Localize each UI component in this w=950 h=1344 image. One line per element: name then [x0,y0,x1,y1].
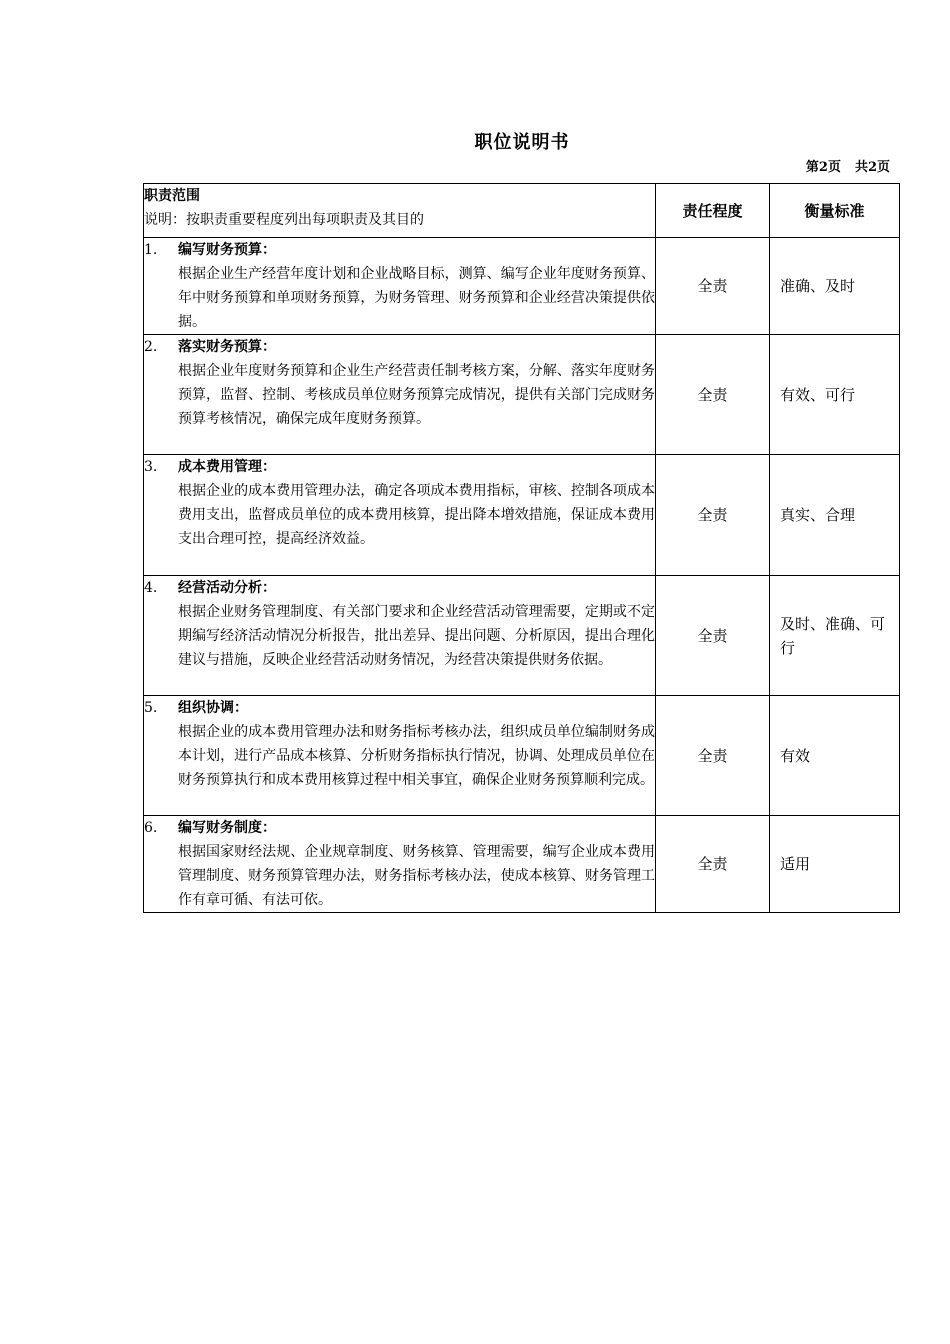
standard-cell: 有效、可行 [770,335,900,455]
duty-title: 成本费用管理： [178,459,276,475]
duty-cell [144,816,656,913]
duty-cell [144,335,656,455]
duty-description: 根据企业年度财务预算和企业生产经营责任制考核方案，分解、落实年度财务预算，监督、控制、考核成员单位财务预算完成情况，提供有关部门完成财务预算考核情况，确保完成年度财务预算。 [178,363,655,427]
duty-cell [144,696,656,816]
duty-number: 2. [144,339,158,355]
duty-table [143,183,900,913]
table-row [144,455,900,576]
duty-description: 根据国家财经法规、企业规章制度、财务核算、管理需要，编写企业成本费用管理制度、财务预算管理办法，财务指标考核办法，使成本核算、财务管理工作有章可循、有法可依。 [178,844,655,908]
page-current: 第2页 [805,160,841,175]
duty-title: 编写财务制度： [178,820,276,836]
standard-cell: 真实、合理 [770,455,900,576]
responsibility-header: 责任程度 [656,184,770,238]
duty-number: 3. [144,459,158,475]
table-row [144,816,900,913]
duty-description: 根据企业的成本费用管理办法和财务指标考核办法，组织成员单位编制财务成本计划，进行产品成本核算、分析财务指标执行情况，协调、处理成员单位在财务预算执行和成本费用核算过程中相关事宜，确保企业财务预算顺利完成。 [178,724,655,788]
duty-cell [144,238,656,335]
responsibility-cell: 全责 [656,455,770,576]
standard-cell: 适用 [770,816,900,913]
standard-cell: 准确、及时 [770,238,900,335]
responsibility-cell: 全责 [656,696,770,816]
duty-number: 5. [144,700,158,716]
scope-title: 职责范围 [144,188,200,204]
duty-title: 编写财务预算： [178,242,276,258]
page-total: 共2页 [854,160,890,175]
duty-cell [144,576,656,696]
table-row [144,696,900,816]
standard-header: 衡量标准 [770,184,900,238]
responsibility-cell: 全责 [656,816,770,913]
table-row [144,576,900,696]
duty-description: 根据企业生产经营年度计划和企业战略目标，测算、编写企业年度财务预算、年中财务预算和单项财务预算，为财务管理、财务预算和企业经营决策提供依据。 [178,266,655,330]
scope-header-cell [144,184,656,238]
duty-cell [144,455,656,576]
duty-number: 6. [144,820,158,836]
scope-note: 说明：按职责重要程度列出每项职责及其目的 [144,212,424,228]
duty-number: 1. [144,242,158,258]
responsibility-cell: 全责 [656,238,770,335]
table-row [144,335,900,455]
duty-title: 经营活动分析： [178,580,276,596]
duty-title: 落实财务预算： [178,339,276,355]
table-header-row [144,184,900,238]
duty-title: 组织协调： [178,700,248,716]
responsibility-cell: 全责 [656,335,770,455]
responsibility-cell: 全责 [656,576,770,696]
standard-cell: 及时、准确、可行 [770,576,900,696]
document-title: 职位说明书 [474,132,570,153]
duty-number: 4. [144,580,158,596]
page-indicator [806,156,890,175]
duty-description: 根据企业财务管理制度、有关部门要求和企业经营活动管理需要，定期或不定期编写经济活动情况分析报告，批出差异、提出问题、分析原因，提出合理化建议与措施，反映企业经营活动财务情况，为经营决策提供财务依据。 [178,604,655,668]
table-row [144,238,900,335]
standard-cell: 有效 [770,696,900,816]
duty-description: 根据企业的成本费用管理办法，确定各项成本费用指标，审核、控制各项成本费用支出，监督成员单位的成本费用核算，提出降本增效措施，保证成本费用支出合理可控，提高经济效益。 [178,483,655,547]
